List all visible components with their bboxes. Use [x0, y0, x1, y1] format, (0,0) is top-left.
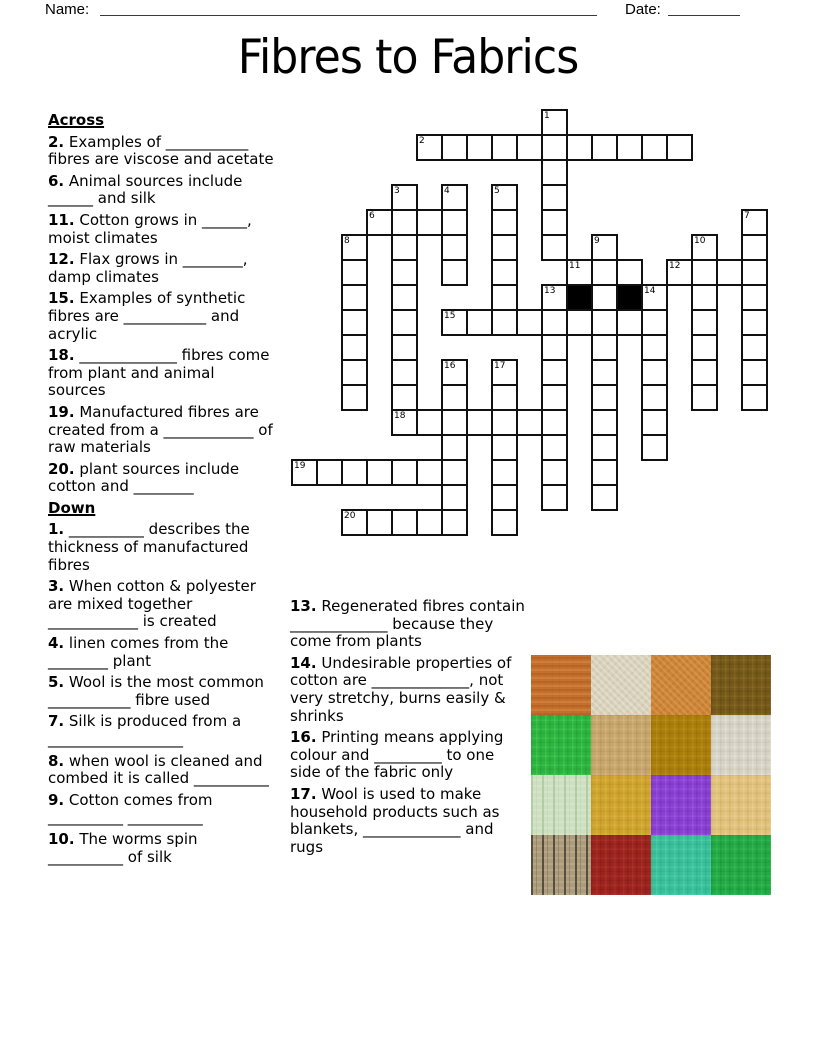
grid-cell[interactable]	[541, 284, 568, 311]
clue-item-19	[48, 404, 276, 457]
grid-cell-black	[566, 284, 593, 311]
grid-cell[interactable]	[491, 459, 518, 486]
fabric-swatch-silver-white	[711, 715, 771, 775]
clue-number: 15.	[48, 289, 75, 308]
clue-item-11	[48, 212, 276, 247]
grid-cell[interactable]	[516, 134, 543, 161]
grid-cell[interactable]	[391, 184, 418, 211]
clue-item-20	[48, 461, 276, 496]
grid-cell[interactable]	[491, 134, 518, 161]
clue-item-18	[48, 347, 276, 400]
grid-cell[interactable]	[691, 384, 718, 411]
clue-number: 3.	[48, 577, 65, 596]
grid-cell[interactable]	[691, 334, 718, 361]
clue-item-13	[290, 598, 526, 651]
fabric-swatch-rust-orange	[531, 655, 591, 715]
fabric-swatch-dark-red	[591, 835, 651, 895]
grid-cell[interactable]	[441, 309, 468, 336]
grid-cell[interactable]	[541, 409, 568, 436]
grid-cell[interactable]	[491, 384, 518, 411]
grid-cell[interactable]	[441, 459, 468, 486]
clue-number: 19.	[48, 402, 75, 421]
grid-cell[interactable]	[591, 459, 618, 486]
grid-cell[interactable]	[541, 234, 568, 261]
clue-text: Wool is used to make household products such as blankets, _____________ and rugs	[290, 784, 500, 856]
grid-cell[interactable]	[491, 509, 518, 536]
cell-number: 9	[594, 236, 600, 246]
fabric-swatch-emerald	[711, 835, 771, 895]
cell-number: 1	[544, 111, 550, 121]
grid-cell[interactable]	[716, 259, 743, 286]
grid-cell[interactable]	[691, 234, 718, 261]
grid-cell[interactable]	[566, 309, 593, 336]
grid-cell[interactable]	[341, 309, 368, 336]
grid-cell[interactable]	[741, 334, 768, 361]
grid-cell[interactable]	[591, 234, 618, 261]
clue-text: Silk is produced from a __________________	[48, 712, 242, 748]
cell-number: 8	[344, 236, 350, 246]
name-input-line[interactable]	[100, 1, 597, 16]
grid-cell[interactable]	[516, 309, 543, 336]
clue-text: Manufactured fibres are created from a ____________ of raw materials	[48, 402, 273, 457]
grid-cell[interactable]	[591, 259, 618, 286]
grid-cell[interactable]	[491, 209, 518, 236]
cell-number: 18	[394, 411, 406, 421]
grid-cell[interactable]	[391, 309, 418, 336]
cell-number: 15	[444, 311, 456, 321]
cell-number: 5	[494, 186, 500, 196]
grid-cell[interactable]	[541, 359, 568, 386]
grid-cell[interactable]	[391, 259, 418, 286]
grid-cell[interactable]	[391, 409, 418, 436]
grid-cell[interactable]	[416, 409, 443, 436]
clue-number: 16.	[290, 728, 317, 747]
grid-cell[interactable]	[391, 334, 418, 361]
grid-cell[interactable]	[541, 134, 568, 161]
grid-cell[interactable]	[566, 259, 593, 286]
clue-item-9	[48, 792, 276, 827]
grid-cell[interactable]	[741, 259, 768, 286]
cell-number: 20	[344, 511, 356, 521]
name-label: Name:	[45, 1, 90, 18]
clue-number: 17.	[290, 784, 317, 803]
grid-cell[interactable]	[591, 409, 618, 436]
grid-cell[interactable]	[491, 184, 518, 211]
grid-cell[interactable]	[641, 384, 668, 411]
cell-number: 14	[644, 286, 656, 296]
grid-cell[interactable]	[691, 359, 718, 386]
grid-cell[interactable]	[741, 359, 768, 386]
grid-cell[interactable]	[391, 209, 418, 236]
clue-item-8	[48, 753, 276, 788]
cell-number: 4	[444, 186, 450, 196]
grid-cell[interactable]	[591, 384, 618, 411]
clue-item-3	[48, 578, 276, 631]
grid-cell[interactable]	[591, 334, 618, 361]
grid-cell[interactable]	[441, 184, 468, 211]
clue-text: When cotton & polyester are mixed together ____________ is created	[48, 577, 256, 631]
fabric-swatch-dark-gold	[651, 715, 711, 775]
clue-number: 12.	[48, 250, 75, 269]
grid-cell[interactable]	[441, 234, 468, 261]
grid-cell[interactable]	[441, 134, 468, 161]
grid-cell[interactable]	[541, 109, 568, 136]
grid-cell[interactable]	[741, 384, 768, 411]
grid-cell[interactable]	[541, 384, 568, 411]
page-title: Fibres to Fabrics	[237, 30, 579, 85]
grid-cell[interactable]	[666, 134, 693, 161]
clue-text: The worms spin __________ of silk	[48, 829, 198, 866]
grid-cell[interactable]	[591, 309, 618, 336]
grid-cell[interactable]	[341, 384, 368, 411]
clue-item-5	[48, 674, 276, 709]
across-clue-list	[48, 134, 276, 496]
grid-cell[interactable]	[416, 134, 443, 161]
clue-text: Wool is the most common ___________ fibre used	[48, 673, 264, 709]
clue-text: when wool is cleaned and combed it is called __________	[48, 751, 269, 788]
grid-cell[interactable]	[491, 484, 518, 511]
grid-cell[interactable]	[441, 384, 468, 411]
clue-number: 11.	[48, 210, 75, 229]
across-heading: Across	[48, 111, 105, 129]
fabric-swatch-image	[531, 655, 771, 895]
grid-cell[interactable]	[641, 284, 668, 311]
clue-number: 14.	[290, 653, 317, 672]
fabric-swatch-pale-mint	[531, 775, 591, 835]
clue-number: 13.	[290, 597, 317, 615]
grid-cell[interactable]	[441, 434, 468, 461]
grid-cell[interactable]	[416, 209, 443, 236]
grid-cell[interactable]	[416, 459, 443, 486]
grid-cell[interactable]	[291, 459, 318, 486]
grid-cell[interactable]	[566, 134, 593, 161]
fabric-swatch-purple	[651, 775, 711, 835]
fabric-swatch-striped-khaki	[531, 835, 591, 895]
grid-cell[interactable]	[441, 359, 468, 386]
grid-cell[interactable]	[616, 134, 643, 161]
grid-cell[interactable]	[441, 259, 468, 286]
cell-number: 7	[744, 211, 750, 221]
cell-number: 16	[444, 361, 456, 371]
clue-number: 4.	[48, 634, 65, 653]
clue-text: Printing means applying colour and _________ to one side of the fabric only	[290, 728, 504, 782]
grid-cell[interactable]	[641, 309, 668, 336]
grid-cell[interactable]	[491, 409, 518, 436]
grid-cell[interactable]	[391, 459, 418, 486]
clue-text: Examples of ___________ fibres are viscose and acetate	[48, 132, 274, 169]
grid-cell[interactable]	[516, 409, 543, 436]
grid-cell[interactable]	[641, 334, 668, 361]
clue-number: 8.	[48, 751, 65, 770]
grid-cell[interactable]	[391, 384, 418, 411]
clue-item-2	[48, 134, 276, 169]
fabric-swatch-wheat	[711, 775, 771, 835]
grid-cell[interactable]	[741, 209, 768, 236]
fabric-swatch-teal	[651, 835, 711, 895]
grid-cell[interactable]	[641, 359, 668, 386]
cell-number: 2	[419, 136, 425, 146]
clue-text: Undesirable properties of cotton are _____________, not very stretchy, burns easily & shrinks	[290, 653, 512, 725]
grid-cell[interactable]	[491, 234, 518, 261]
grid-cell[interactable]	[741, 309, 768, 336]
fabric-swatch-gold	[591, 775, 651, 835]
grid-cell[interactable]	[491, 359, 518, 386]
grid-cell[interactable]	[341, 509, 368, 536]
grid-cell[interactable]	[591, 484, 618, 511]
clue-number: 1.	[48, 520, 65, 539]
grid-cell[interactable]	[591, 134, 618, 161]
grid-cell[interactable]	[691, 309, 718, 336]
clues-right-column	[290, 598, 526, 860]
clue-item-16	[290, 729, 526, 782]
grid-cell[interactable]	[341, 359, 368, 386]
grid-cell[interactable]	[541, 184, 568, 211]
grid-cell[interactable]	[591, 359, 618, 386]
grid-cell[interactable]	[316, 459, 343, 486]
cell-number: 10	[694, 236, 706, 246]
clue-item-6	[48, 173, 276, 208]
grid-cell[interactable]	[591, 284, 618, 311]
clue-number: 18.	[48, 346, 75, 365]
clue-text: Animal sources include ______ and silk	[48, 171, 243, 208]
clue-text: plant sources include cotton and ________	[48, 459, 240, 496]
grid-cell[interactable]	[466, 134, 493, 161]
clue-text: Examples of synthetic fibres are ___________ and acrylic	[48, 289, 246, 343]
clue-item-1	[48, 521, 276, 574]
grid-cell[interactable]	[366, 209, 393, 236]
grid-cell[interactable]	[641, 434, 668, 461]
cell-number: 13	[544, 286, 556, 296]
clue-text: Regenerated fibres contain _____________ because they come from plants	[290, 597, 525, 651]
grid-cell[interactable]	[491, 309, 518, 336]
grid-cell[interactable]	[441, 484, 468, 511]
clue-item-17	[290, 786, 526, 856]
crossword-grid	[292, 110, 769, 537]
clue-text: __________ describes the thickness of manufactured fibres	[48, 520, 250, 574]
grid-cell[interactable]	[391, 359, 418, 386]
clue-item-15	[48, 290, 276, 343]
grid-cell[interactable]	[341, 284, 368, 311]
clue-item-4	[48, 635, 276, 670]
grid-cell[interactable]	[391, 509, 418, 536]
clues-left-column	[48, 112, 276, 870]
clue-item-10	[48, 831, 276, 866]
grid-cell[interactable]	[691, 284, 718, 311]
grid-cell-black	[616, 284, 643, 311]
grid-cell[interactable]	[441, 409, 468, 436]
fabric-swatch-tan	[591, 715, 651, 775]
cell-number: 11	[569, 261, 581, 271]
grid-cell[interactable]	[341, 334, 368, 361]
grid-cell[interactable]	[541, 159, 568, 186]
grid-cell[interactable]	[541, 209, 568, 236]
grid-cell[interactable]	[541, 434, 568, 461]
grid-cell[interactable]	[541, 484, 568, 511]
grid-cell[interactable]	[491, 259, 518, 286]
grid-cell[interactable]	[741, 234, 768, 261]
clue-number: 9.	[48, 790, 65, 809]
grid-cell[interactable]	[366, 459, 393, 486]
fabric-swatch-dark-olive	[711, 655, 771, 715]
clue-text: _____________ fibres come from plant and animal sources	[48, 346, 270, 400]
grid-cell[interactable]	[416, 509, 443, 536]
grid-cell[interactable]	[666, 259, 693, 286]
down-heading: Down	[48, 498, 96, 517]
fabric-swatch-cream	[591, 655, 651, 715]
clue-number: 20.	[48, 459, 75, 478]
grid-cell[interactable]	[641, 134, 668, 161]
grid-cell[interactable]	[341, 234, 368, 261]
clue-number: 6.	[48, 171, 65, 190]
fabric-swatch-green	[531, 715, 591, 775]
grid-cell[interactable]	[341, 459, 368, 486]
grid-cell[interactable]	[366, 509, 393, 536]
clue-text: linen comes from the ________ plant	[48, 634, 229, 670]
date-label: Date:	[625, 1, 661, 18]
clue-number: 2.	[48, 132, 65, 151]
down-clue-list-right	[290, 598, 526, 856]
cell-number: 6	[369, 211, 375, 221]
date-input-line[interactable]	[668, 1, 740, 16]
grid-cell[interactable]	[541, 459, 568, 486]
grid-cell[interactable]	[491, 434, 518, 461]
clue-number: 10.	[48, 829, 75, 848]
grid-cell[interactable]	[491, 284, 518, 311]
clue-number: 7.	[48, 712, 65, 731]
clue-text: Cotton grows in ______, moist climates	[48, 210, 252, 247]
grid-cell[interactable]	[541, 309, 568, 336]
grid-cell[interactable]	[591, 434, 618, 461]
grid-cell[interactable]	[441, 509, 468, 536]
grid-cell[interactable]	[541, 334, 568, 361]
grid-cell[interactable]	[466, 409, 493, 436]
grid-cell[interactable]	[616, 259, 643, 286]
clue-item-14	[290, 655, 526, 725]
clue-item-12	[48, 251, 276, 286]
down-clue-list-left	[48, 521, 276, 866]
clue-text: Cotton comes from __________ __________	[48, 790, 213, 827]
grid-cell[interactable]	[466, 309, 493, 336]
grid-cell[interactable]	[341, 259, 368, 286]
grid-cell[interactable]	[691, 259, 718, 286]
grid-cell[interactable]	[391, 234, 418, 261]
clue-text: Flax grows in ________, damp climates	[48, 250, 248, 286]
grid-cell[interactable]	[616, 309, 643, 336]
cell-number: 17	[494, 361, 506, 371]
cell-number: 19	[294, 461, 306, 471]
clue-item-7	[48, 713, 276, 748]
grid-cell[interactable]	[391, 284, 418, 311]
grid-cell[interactable]	[741, 284, 768, 311]
grid-cell[interactable]	[641, 409, 668, 436]
grid-cell[interactable]	[441, 209, 468, 236]
cell-number: 12	[669, 261, 681, 271]
cell-number: 3	[394, 186, 400, 196]
clue-number: 5.	[48, 673, 65, 692]
fabric-swatch-light-orange	[651, 655, 711, 715]
